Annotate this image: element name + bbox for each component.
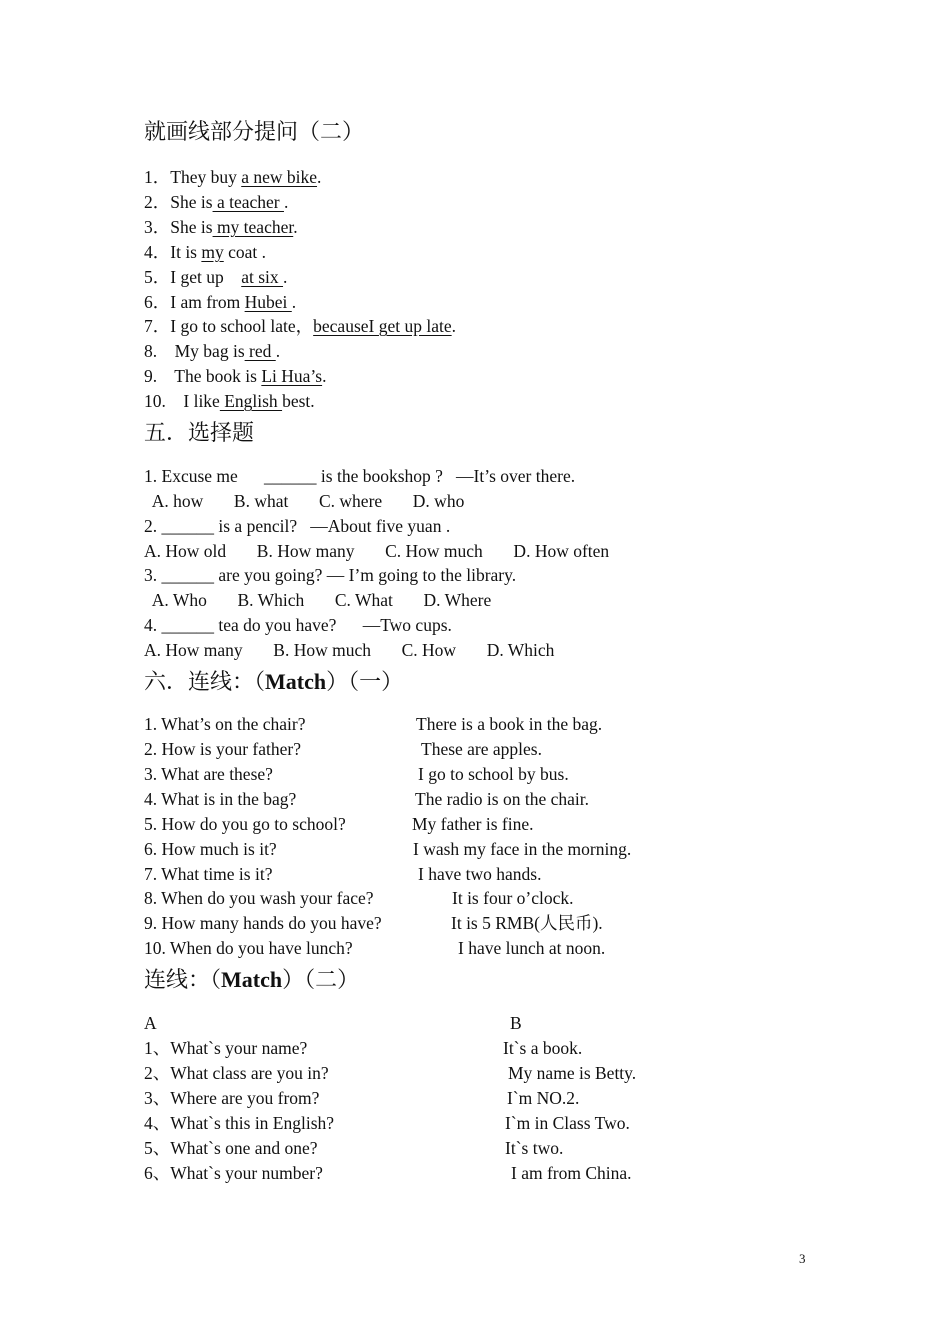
match1-question-10: 10. When do you have lunch? xyxy=(144,938,353,958)
match1-answer-8: It is four o’clock. xyxy=(452,888,574,908)
match1-question-6: 6. How much is it? xyxy=(144,839,277,859)
underline-item-2: 2．She is a teacher . xyxy=(144,192,289,212)
underline-item-3: 3．She is my teacher. xyxy=(144,217,298,237)
match1-question-4: 4. What is in the bag? xyxy=(144,789,297,809)
match2-answer-4: I`m in Class Two. xyxy=(505,1113,630,1133)
underline-item-1: 1．They buy a new bike. xyxy=(144,167,322,187)
match1-answer-4: The radio is on the chair. xyxy=(415,789,589,809)
choice-question-3: 3. ______ are you going? — I’m going to the library. xyxy=(144,565,517,585)
choice-options-3: A. Who B. Which C. What D. Where xyxy=(144,590,492,610)
match2-column-b-header: B xyxy=(510,1013,522,1033)
match1-question-1: 1. What’s on the chair? xyxy=(144,714,306,734)
match1-answer-10: I have lunch at noon. xyxy=(458,938,606,958)
page-number: 3 xyxy=(799,1251,806,1266)
match1-answer-1: There is a book in the bag. xyxy=(416,714,603,734)
match1-answer-5: My father is fine. xyxy=(412,814,534,834)
underline-item-10: 10. I like English best. xyxy=(144,391,315,411)
match2-question-1: 1、What`s your name? xyxy=(144,1038,308,1058)
match2-question-4: 4、What`s this in English? xyxy=(144,1113,335,1133)
match2-answer-3: I`m NO.2. xyxy=(507,1088,580,1108)
choice-question-4: 4. ______ tea do you have? —Two cups. xyxy=(144,615,452,635)
match1-answer-9: It is 5 RMB(人民币). xyxy=(451,913,603,933)
match1-question-2: 2. How is your father? xyxy=(144,739,301,759)
choice-question-1: 1. Excuse me ______ is the bookshop ? —It’s over there. xyxy=(144,466,576,486)
underline-item-6: 6．I am from Hubei . xyxy=(144,292,297,312)
match2-answer-5: It`s two. xyxy=(505,1138,564,1158)
choice-options-2: A. How old B. How many C. How much D. How often xyxy=(144,541,610,561)
section-title-underline-questions: 就画线部分提问（二） xyxy=(144,119,365,144)
match2-answer-1: It`s a book. xyxy=(503,1038,583,1058)
match2-question-6: 6、What`s your number? xyxy=(144,1163,323,1183)
choice-options-4: A. How many B. How much C. How D. Which xyxy=(144,640,555,660)
match1-question-3: 3. What are these? xyxy=(144,764,273,784)
choice-question-2: 2. ______ is a pencil? —About five yuan . xyxy=(144,516,451,536)
underline-item-5: 5．I get up at six . xyxy=(144,267,288,287)
section-title-match-2: 连线：（Match）（二） xyxy=(144,967,360,992)
match2-column-a-header: A xyxy=(144,1013,157,1033)
underline-item-8: 8. My bag is red . xyxy=(144,341,281,361)
underline-item-9: 9. The book is Li Hua’s. xyxy=(144,366,327,386)
match1-answer-2: These are apples. xyxy=(421,739,542,759)
match2-question-2: 2、What class are you in? xyxy=(144,1063,329,1083)
match1-question-8: 8. When do you wash your face? xyxy=(144,888,374,908)
match1-answer-7: I have two hands. xyxy=(418,864,542,884)
match2-question-5: 5、What`s one and one? xyxy=(144,1138,318,1158)
match1-answer-3: I go to school by bus. xyxy=(418,764,569,784)
choice-options-1: A. how B. what C. where D. who xyxy=(144,491,465,511)
underline-item-4: 4．It is my coat . xyxy=(144,242,267,262)
section-title-match-1: 六．连线：（Match）（一） xyxy=(144,669,404,694)
match1-question-5: 5. How do you go to school? xyxy=(144,814,346,834)
match1-question-7: 7. What time is it? xyxy=(144,864,273,884)
section-title-multiple-choice: 五．选择题 xyxy=(144,420,255,445)
match2-question-3: 3、Where are you from? xyxy=(144,1088,320,1108)
underline-item-7: 7．I go to school late，becauseI get up late. xyxy=(144,316,456,336)
match1-answer-6: I wash my face in the morning. xyxy=(413,839,632,859)
match2-answer-6: I am from China. xyxy=(511,1163,632,1183)
match2-answer-2: My name is Betty. xyxy=(508,1063,637,1083)
match1-question-9: 9. How many hands do you have? xyxy=(144,913,382,933)
